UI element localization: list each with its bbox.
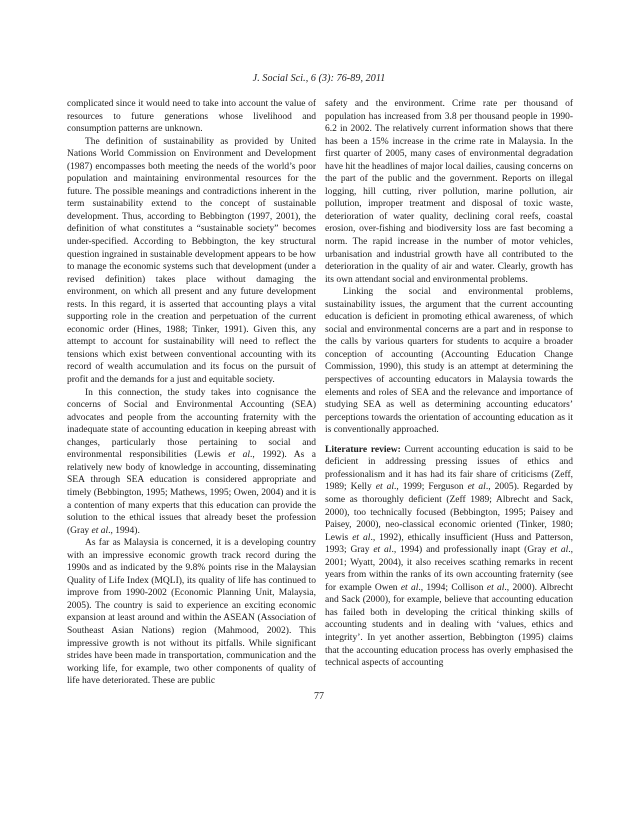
paragraph: complicated since it would need to take into account the value of resources to future generations whose livelihood and consumption patterns are unknown. — [67, 99, 316, 135]
left-column — [67, 98, 316, 688]
literature-review-paragraph: Literature review: Current accounting education is said to be deficient in addressing pressing issues of ethics and professionalism and it has had its fair share of criticisms (Zeff, 1989; Kelly et al., 1999; Ferguson et al., 2005). Regarded by some as thoroughly deficient (Zeff 1989; Albrecht and Sack, 2000), too technically focused (Bebbington, 1995; Paisey and Paisey, 2000), neo-classical economic oriented (Tinker, 1980; Lewis et al., 1992), ethically insufficient (Huss and Patterson, 1993; Gray et al., 1994) and professionally inapt (Gray et al., 2001; Wyatt, 2004), it also receives scathing remarks in recent years from within the ranks of its own accounting fraternity (see for example Owen et al., 1994; Collison et al., 2000). Albrecht and Sack (2000), for example, believe that accounting education has failed both in developing the critical thinking skills of accounting students and in dealing with ‘values, ethics and integrity’. In yet another assertion, Bebbington (1995) claims that the accounting education process has overly emphasised the technical aspects of accounting — [325, 444, 574, 669]
paragraph: As far as Malaysia is concerned, it is a developing country with an impressive economic growth track record during the 1990s and as indicated by the 9.8% points rise in the Malaysian Quality of Life Index (MQLI), its quality of life has continued to improve from 1990-2002 (Economic Planning Unit, Malaysia, 2005). The country is said to experience an exciting economic expansion at least around and within the ASEAN (Association of Southeast Asian Nations) region (Mahmood, 2002). This impressive growth is not without its pitfalls. While significant strides have been made in transportation, communication and the working life, for example, two other components of quality of life have deteriorated. These are public — [67, 538, 316, 687]
paragraph: Linking the social and environmental problems, sustainability issues, the argument that the current accounting education is deficient in promoting ethical awareness, of which social and environmental concerns are a part and in response to the calls by various quarters for students to acquire a broader conception of accounting (Accounting Education Change Commission, 1990), this study is an attempt at determining the perspectives of accounting educators in Malaysia towards the elements and roles of SEA and the relevance and importance of studying SEA as well as determining accounting educators’ perceptions towards the orientation of accounting education as it is conventionally approached. — [325, 287, 573, 436]
right-column — [325, 98, 573, 670]
page-number: 77 — [314, 691, 324, 702]
paragraph: In this connection, the study takes into cognisance the concerns of Social and Environmental Accounting (SEA) advocates and people from the accounting fraternity with the inadequate state of accounting education in keeping abreast with changes, particularly those pertaining to social and environmental responsibilities (Lewis et al., 1992). As a relatively new body of knowledge in accounting, disseminating SEA through SEA education is considered appropriate and timely (Bebbington, 1995; Mathews, 1995; Owen, 2004) and it is a contention of many experts that this education can provide the solution to the ethical issues that already beset the profession (Gray et al., 1994). — [67, 387, 316, 536]
running-head: J. Social Sci., 6 (3): 76-89, 2011 — [252, 73, 386, 84]
paragraph: The definition of sustainability as provided by United Nations World Commission on Environment and Development (1987) encompasses both meeting the needs of the world’s poor population and maintaining environmental resources for the future. The possible meanings and contradictions inherent in the term sustainability extend to the concept of sustainable development. Thus, according to Bebbington (1997, 2001), the definition of what constitutes a “sustainable society” becomes under-specified. According to Bebbington, the key structural question ingrained in sustainable development appears to be how to manage the economic systems such that development (under a revised definition) takes place without damaging the environment, on which all present and any future development rests. In this regard, it is asserted that accounting plays a vital supporting role in the creation and perpetuation of the current economic order (Hines, 1988; Tinker, 1991). Given this, any attempt to account for sustainability will need to reflect the tensions which exist between conventional accounting with its record of wealth accumulation and its focus on the pursuit of profit and the demands for a just and equitable society. — [67, 136, 316, 386]
paragraph: safety and the environment. Crime rate per thousand of population has increased from 3.8 per thousand people in 1990- 6.2 in 2002. The relatively current information shows that there has been a 15% increase in the crime rate in Malaysia. In the first quarter of 2005, many cases of environmental degradation have hit the headlines of major local dailies, causing concerns on the part of the public and the government. Reports on illegal logging, hill cutting, river pollution, marine pollution, air pollution, improper treatment and disposal of toxic waste, deterioration of water quality, declining coral reefs, coastal erosion, over-fishing and biodiversity loss are fast becoming a norm. The rapid increase in the number of motor vehicles, urbanisation and industrial growth have all contributed to the deterioration in the quality of air and water. Clearly, growth has its own attendant social and environmental problems. — [325, 99, 573, 285]
section-heading: Literature review: — [325, 444, 401, 455]
